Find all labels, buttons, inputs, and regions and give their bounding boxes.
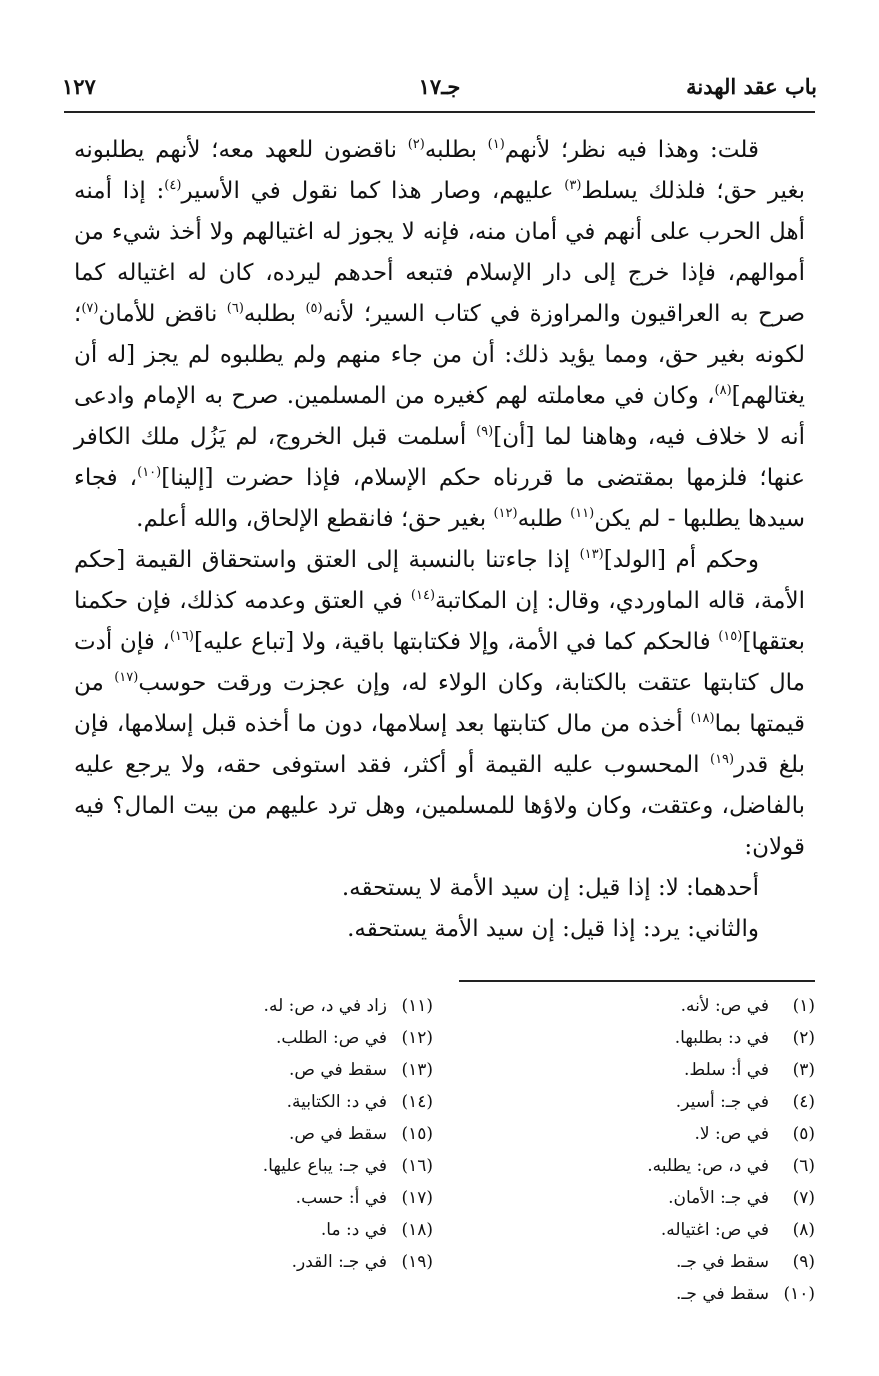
- footnote-item: [485, 1086, 815, 1118]
- footnote-item: [103, 1086, 433, 1118]
- footnote-number: (٩): [792, 1252, 815, 1272]
- main-text: [74, 130, 805, 950]
- footnote-text: في جـ: أسير.: [675, 1092, 769, 1112]
- footnote-text: في د، ص: يطلبه.: [647, 1156, 769, 1176]
- footnote-marker: (١١): [570, 506, 595, 521]
- footnote-text: في أ: سلط.: [684, 1060, 769, 1080]
- text-run: ناقضون للعهد معه؛ لأنهم يطلبونه بغير حق؛ فلذلك يسلط: [74, 137, 805, 204]
- text-run: أسلمت قبل الخروج، لم يَزُل ملك الكافر عنها؛ فلزمها بمقتضى ما قررناه حكم الإسلام، فإذا حضرت [إلينا]: [74, 424, 805, 491]
- footnote-item: [103, 1246, 433, 1278]
- footnote-number: (٨): [792, 1220, 815, 1240]
- footnote-text: في د: بطلبها.: [674, 1028, 769, 1048]
- footnote-text: سقط في جـ.: [676, 1252, 769, 1272]
- footnote-rule: [459, 980, 815, 982]
- footnote-number: (١١): [401, 996, 433, 1016]
- footnote-marker: (٣): [564, 178, 582, 193]
- opinion-first: أحدهما: لا: إذا قيل: إن سيد الأمة لا يستحقه.: [341, 875, 759, 901]
- text-run: ، وكان في معاملته لهم كغيره من المسلمين. صرح به الإمام وادعى أنه لا خلاف فيه، وهاهنا لما [أن]: [74, 383, 805, 450]
- footnote-number: (١٧): [401, 1188, 433, 1208]
- footnote-text: في د: الكتابية.: [286, 1092, 387, 1112]
- footnote-text: في جـ: القدر.: [291, 1252, 387, 1272]
- page-number: ١٢٧: [62, 74, 96, 99]
- header-rule: [64, 111, 815, 113]
- footnote-item: [485, 1118, 815, 1150]
- footnote-marker: (٥): [305, 301, 323, 316]
- footnote-item: [485, 1054, 815, 1086]
- footnote-marker: (٩): [476, 424, 494, 439]
- footnote-text: سقط في ص.: [288, 1124, 387, 1144]
- footnote-marker: (١٨): [690, 711, 715, 726]
- footnote-marker: (١٢): [493, 506, 518, 521]
- text-run: عليهم، وصار هذا كما نقول في الأسير: [181, 178, 565, 204]
- footnote-number: (١٤): [401, 1092, 433, 1112]
- text-run: إذا جاءتنا بالنسبة إلى العتق واستحقاق القيمة [حكم الأمة، قاله الماوردي، وقال: إن المكاتبة: [74, 547, 805, 614]
- text-run: ؛ لكونه بغير حق، ومما يؤيد ذلك: أن من جاء منهم ولم يطلبوه لم يجز [له أن يغتالهم]: [74, 301, 805, 409]
- footnote-text: في أ: حسب.: [295, 1188, 387, 1208]
- footnote-item: [485, 1278, 815, 1310]
- footnote-item: [485, 1022, 815, 1054]
- footnote-number: (١٦): [401, 1156, 433, 1176]
- footnote-text: زاد في د، ص: له.: [263, 996, 387, 1016]
- footnote-marker: (٢): [407, 137, 425, 152]
- footnote-marker: (٤): [164, 178, 182, 193]
- footnote-marker: (١٤): [410, 588, 436, 603]
- footnote-number: (١): [792, 996, 815, 1016]
- footnote-marker: (٦): [226, 301, 244, 316]
- text-run: قلت: وهذا فيه نظر؛ لأنهم: [504, 137, 759, 163]
- footnote-text: سقط في ص.: [288, 1060, 387, 1080]
- chapter-title: باب عقد الهدنة: [686, 74, 817, 99]
- footnote-text: في ص: لأنه.: [680, 996, 769, 1016]
- text-run: في العتق وعدمه كذلك، فإن حكمنا بعتقها]: [74, 588, 805, 655]
- footnotes-left-column: [103, 990, 433, 1278]
- paragraph-1: [74, 130, 805, 540]
- footnote-item: [485, 1182, 815, 1214]
- text-run: وحكم أم [الولد]: [603, 547, 759, 573]
- footnote-number: (٢): [792, 1028, 815, 1048]
- footnote-marker: (٧): [81, 301, 99, 316]
- text-run: أخذه من مال كتابتها بعد إسلامها، دون ما أخذه قبل إسلامها، فإن بلغ قدر: [74, 711, 805, 778]
- footnote-text: سقط في جـ.: [676, 1284, 769, 1304]
- footnotes-right-column: [485, 990, 815, 1310]
- footnote-number: (٦): [792, 1156, 815, 1176]
- footnote-number: (٥): [792, 1124, 815, 1144]
- footnote-number: (٧): [792, 1188, 815, 1208]
- footnote-item: [103, 1118, 433, 1150]
- footnote-item: [103, 1214, 433, 1246]
- volume-label: جـ١٧: [418, 74, 461, 99]
- footnote-number: (١٥): [401, 1124, 433, 1144]
- footnote-item: [485, 990, 815, 1022]
- footnote-number: (٤): [792, 1092, 815, 1112]
- opinion-second: والثاني: يرد: إذا قيل: إن سيد الأمة يستحقه.: [347, 916, 759, 942]
- footnote-text: في جـ: يباع عليها.: [262, 1156, 387, 1176]
- footnote-item: [103, 1150, 433, 1182]
- footnote-marker: (١٩): [709, 752, 735, 767]
- footnote-text: في ص: لا.: [694, 1124, 769, 1144]
- text-run: : إذا أمنه أهل الحرب على أنهم في أمان منه، فإنه لا يجوز له اغتيالهم ولا أخذ شيء من أموالهم، فإذا خرج إلى دار الإسلام فتبعه أحدهم ليرده، كان له اغتياله كما صرح به العراقيون والمراوزة في كتاب السير؛ لأنه: [74, 178, 806, 327]
- footnote-marker: (١٣): [579, 547, 604, 562]
- text-run: بطلبه: [424, 137, 488, 163]
- footnote-marker: (١٠): [137, 465, 162, 480]
- text-run: بطلبه: [243, 301, 306, 327]
- text-run: من قيمتها بما: [74, 670, 805, 737]
- footnote-marker: (١٦): [169, 629, 194, 644]
- footnote-number: (١٨): [401, 1220, 433, 1240]
- footnote-marker: (١٧): [114, 670, 139, 685]
- text-run: فالحكم كما في الأمة، وإلا فكتابتها باقية، ولا [تباع عليه]: [193, 629, 719, 655]
- footnote-marker: (٨): [714, 383, 732, 398]
- text-run: ، فإن أدت مال كتابتها عتقت بالكتابة، وكان الولاء له، وإن عجزت ورقت حوسب: [74, 629, 805, 696]
- footnote-item: [485, 1150, 815, 1182]
- text-run: بغير حق؛ فانقطع الإلحاق، والله أعلم.: [136, 506, 494, 532]
- footnote-number: (١٣): [401, 1060, 433, 1080]
- text-run: ناقض للأمان: [98, 301, 227, 327]
- running-header: [62, 72, 817, 106]
- footnote-item: [103, 1182, 433, 1214]
- text-run: طلبه: [517, 506, 571, 532]
- footnote-text: في د: ما.: [320, 1220, 387, 1240]
- footnote-item: [103, 1054, 433, 1086]
- footnote-number: (٣): [792, 1060, 815, 1080]
- paragraph-2: [74, 540, 805, 868]
- text-run: ، فجاء سيدها يطلبها - لم يكن: [74, 465, 805, 532]
- footnote-item: [103, 1022, 433, 1054]
- footnote-item: [485, 1246, 815, 1278]
- footnote-number: (١٩): [401, 1252, 433, 1272]
- footnote-text: في جـ: الأمان.: [668, 1188, 769, 1208]
- footnote-item: [103, 990, 433, 1022]
- footnote-text: في ص: الطلب.: [276, 1028, 387, 1048]
- footnote-marker: (١): [487, 137, 505, 152]
- text-run: المحسوب عليه القيمة أو أكثر، فقد استوفى حقه، ولا يرجع عليه بالفاضل، وعتقت، وكان ولاؤها للمسلمين، وهل ترد عليهم من بيت المال؟ فيه قولان:: [74, 752, 805, 860]
- footnote-number: (١٢): [401, 1028, 433, 1048]
- footnote-number: (١٠): [783, 1284, 815, 1304]
- footnote-item: [485, 1214, 815, 1246]
- footnote-text: في ص: اغتياله.: [660, 1220, 769, 1240]
- footnote-marker: (١٥): [718, 629, 743, 644]
